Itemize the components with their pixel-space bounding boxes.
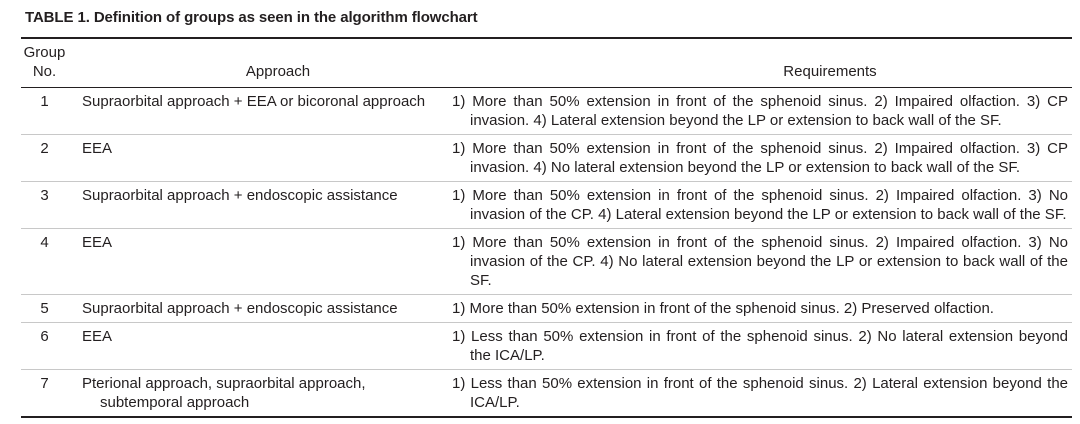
- group-number: 7: [40, 375, 49, 392]
- approach-cell: [68, 295, 452, 323]
- requirements-cell: [452, 135, 1072, 182]
- group-number: 4: [40, 234, 49, 251]
- header-approach: Approach: [245, 63, 311, 80]
- group-number: 1: [40, 93, 49, 110]
- table-header: [21, 38, 1072, 88]
- table-row: [21, 88, 1072, 135]
- approach-cell: [68, 88, 452, 135]
- approach-text: Pterional approach, supraorbital approach, subtemporal approach: [82, 375, 366, 411]
- requirements-cell: [452, 323, 1072, 370]
- group-number: 6: [40, 328, 49, 345]
- header-group-no: Group No.: [23, 44, 66, 80]
- groups-table: [21, 37, 1072, 418]
- table-body: [21, 88, 1072, 418]
- requirements-cell: [452, 182, 1072, 229]
- requirements-cell: [452, 88, 1072, 135]
- requirements-text: 1) Less than 50% extension in front of the sphenoid sinus. 2) Lateral extension beyond the ICA/LP.: [452, 375, 1068, 411]
- approach-text: Supraorbital approach + EEA or bicoronal approach: [82, 93, 426, 110]
- requirements-text: 1) More than 50% extension in front of the sphenoid sinus. 2) Impaired olfaction. 3) CP invasion. 4) No lateral extension beyond the LP or extension to back wall of the SF.: [452, 140, 1068, 176]
- group-number: 2: [40, 140, 49, 157]
- table-row: [21, 182, 1072, 229]
- header-requirements: Requirements: [783, 63, 877, 80]
- table-row: [21, 323, 1072, 370]
- approach-cell: [68, 135, 452, 182]
- requirements-cell: [452, 295, 1072, 323]
- approach-cell: [68, 370, 452, 418]
- requirements-text: 1) More than 50% extension in front of the sphenoid sinus. 2) Impaired olfaction. 3) No invasion of the CP. 4) No lateral extension beyond the LP or extension to back wall of the SF.: [452, 234, 1068, 289]
- header-row: [21, 38, 1072, 88]
- table-row: [21, 295, 1072, 323]
- approach-cell: [68, 323, 452, 370]
- table-row: [21, 135, 1072, 182]
- table-row: [21, 229, 1072, 295]
- approach-text: EEA: [82, 234, 113, 251]
- requirements-text: 1) More than 50% extension in front of the sphenoid sinus. 2) Impaired olfaction. 3) No invasion of the CP. 4) Lateral extension beyond the LP or extension to back wall of the SF.: [452, 187, 1068, 223]
- approach-cell: [68, 182, 452, 229]
- requirements-cell: [452, 370, 1072, 418]
- requirements-text: 1) More than 50% extension in front of the sphenoid sinus. 2) Impaired olfaction. 3) CP invasion. 4) Lateral extension beyond the LP or extension to back wall of the SF.: [452, 93, 1068, 129]
- group-number: 3: [40, 187, 49, 204]
- table-caption: TABLE 1. Definition of groups as seen in the algorithm flowchart: [25, 9, 478, 26]
- requirements-text: 1) More than 50% extension in front of the sphenoid sinus. 2) Preserved olfaction.: [452, 300, 994, 317]
- table-row: [21, 370, 1072, 418]
- approach-text: EEA: [82, 328, 113, 345]
- approach-text: EEA: [82, 140, 113, 157]
- approach-text: Supraorbital approach + endoscopic assistance: [82, 300, 398, 317]
- requirements-text: 1) Less than 50% extension in front of the sphenoid sinus. 2) No lateral extension beyond the ICA/LP.: [452, 328, 1068, 364]
- requirements-cell: [452, 229, 1072, 295]
- approach-text: Supraorbital approach + endoscopic assistance: [82, 187, 398, 204]
- group-number: 5: [40, 300, 49, 317]
- approach-cell: [68, 229, 452, 295]
